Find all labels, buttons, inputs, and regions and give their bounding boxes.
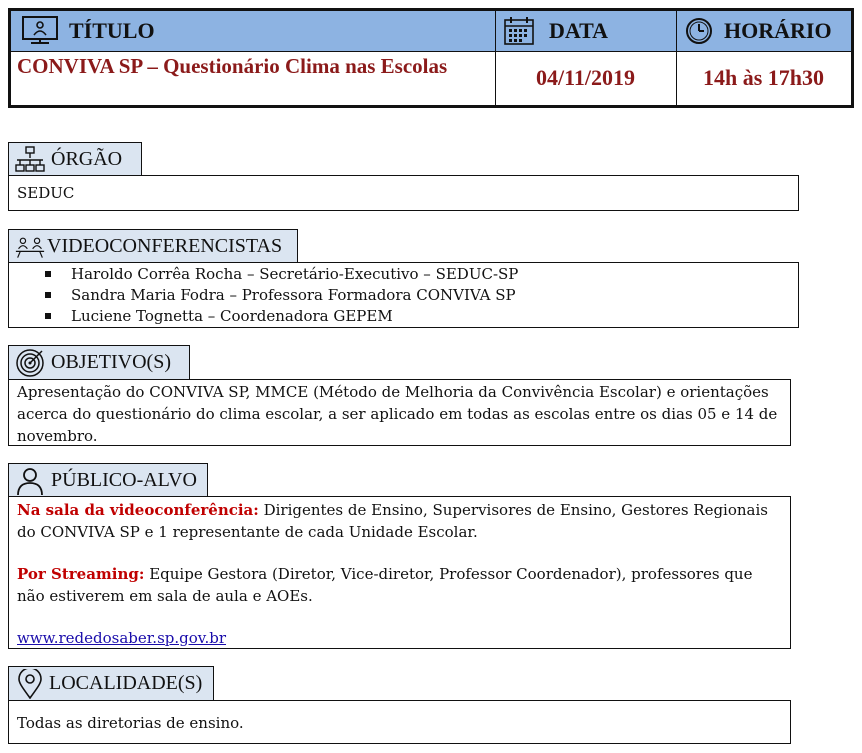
list-item: Luciene Tognetta – Coordenadora GEPEM	[71, 306, 790, 327]
streaming-text: Equipe Gestora (Diretor, Vice-diretor, Professor Coordenador), professores que não estiverem em sala de aula e AOEs.	[17, 565, 753, 605]
objetivos-box	[8, 379, 791, 446]
publico-streaming	[17, 563, 782, 607]
objetivos-text: Apresentação do CONVIVA SP, MMCE (Método de Melhoria da Convivência Escolar) e orientações acerca do questionário do clima escolar, a ser aplicado em todas as escolas entre os dias 05 e 14 de novembro.	[17, 383, 778, 445]
publico-box	[8, 496, 791, 649]
org-chart-icon	[15, 146, 45, 174]
horario-header	[676, 11, 851, 51]
list-item: Haroldo Corrêa Rocha – Secretário-Executivo – SEDUC-SP	[71, 264, 790, 285]
sala-label: Na sala da videoconferência:	[17, 501, 259, 519]
localidade-tab	[8, 666, 214, 700]
videoconferencistas-label: VIDEOCONFERENCISTAS	[47, 235, 283, 257]
calendar-icon	[503, 16, 535, 46]
objetivos-label: OBJETIVO(S)	[51, 351, 171, 373]
publico-sala	[17, 499, 782, 543]
rededosaber-link[interactable]: www.rededosaber.sp.gov.br	[17, 629, 227, 647]
header-table	[8, 8, 854, 108]
publico-tab	[8, 463, 208, 497]
sala-text: Dirigentes de Ensino, Supervisores de Ensino, Gestores Regionais do CONVIVA SP e 1 representante de cada Unidade Escolar.	[17, 501, 768, 541]
orgao-tab	[8, 142, 142, 176]
titulo-header	[11, 11, 495, 51]
localidade-value: Todas as diretorias de ensino.	[17, 714, 244, 732]
orgao-box	[8, 175, 799, 211]
data-value: 04/11/2019	[535, 65, 635, 90]
person-icon	[15, 467, 45, 495]
titulo-label: TÍTULO	[69, 18, 155, 43]
map-pin-icon	[15, 670, 45, 698]
orgao-label: ÓRGÃO	[51, 148, 123, 170]
videoconferencistas-box	[8, 262, 799, 328]
videoconferencistas-tab	[8, 229, 298, 263]
data-header	[495, 11, 676, 51]
target-icon	[15, 349, 45, 377]
meeting-icon	[15, 233, 45, 261]
streaming-label: Por Streaming:	[17, 565, 145, 583]
titulo-value: CONVIVA SP – Questionário Clima nas Escolas	[17, 54, 448, 78]
localidade-label: LOCALIDADE(S)	[49, 672, 203, 694]
clock-icon	[684, 16, 714, 46]
localidade-box	[8, 700, 791, 744]
orgao-value: SEDUC	[17, 184, 75, 202]
list-item: Sandra Maria Fodra – Professora Formadora CONVIVA SP	[71, 285, 790, 306]
data-label: DATA	[549, 18, 609, 43]
objetivos-tab	[8, 345, 190, 379]
publico-label: PÚBLICO-ALVO	[51, 469, 197, 491]
presentation-icon	[21, 15, 59, 47]
horario-value: 14h às 17h30	[702, 65, 825, 90]
horario-label: HORÁRIO	[724, 18, 832, 43]
